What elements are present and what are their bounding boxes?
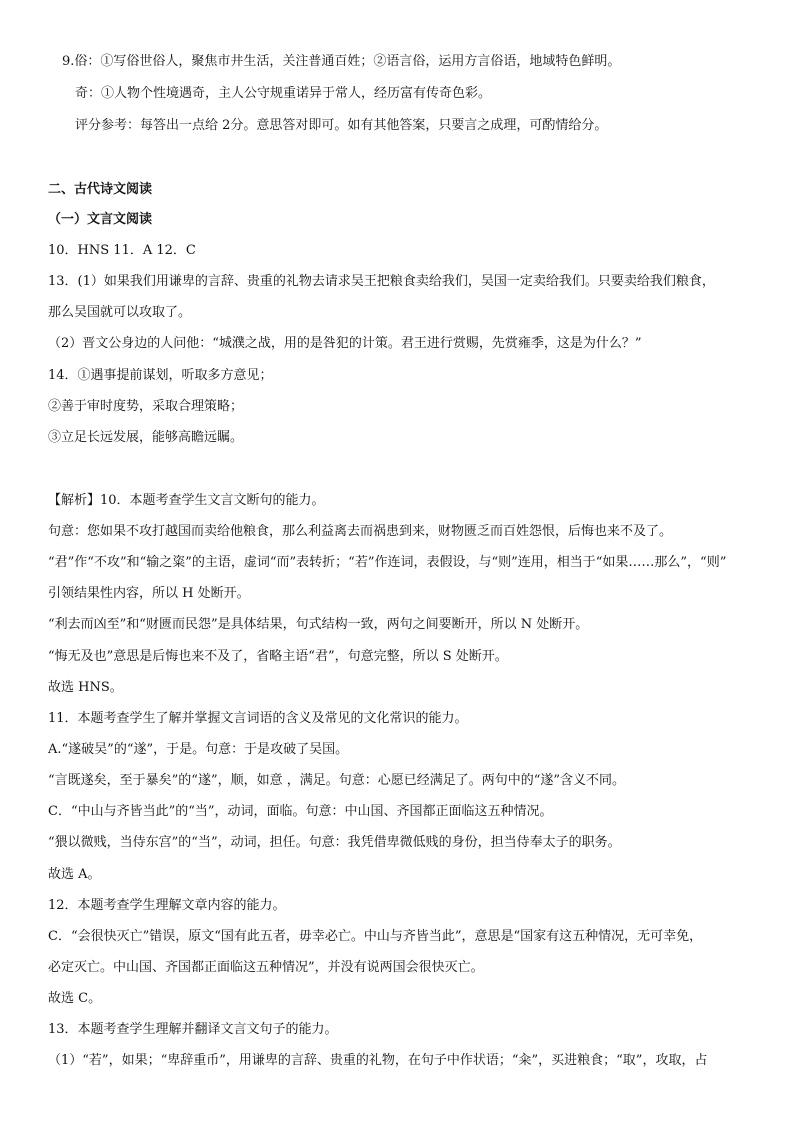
analysis-10-choice: 故选 HNS。 <box>48 680 123 695</box>
analysis-13-heading: 13．本题考查学生理解并翻译文言文句子的能力。 <box>48 1022 338 1037</box>
analysis-11-heading: 11．本题考查学生了解并掌握文言词语的含义及常见的文化常识的能力。 <box>48 711 468 726</box>
answer-13-1: 13．(1）如果我们用谦卑的言辞、贵重的礼物去请求吴王把粮食卖给我们，吴国一定卖给我们。只要卖给我们粮食， <box>48 274 715 289</box>
analysis-10-reason-1-cont: 引领结果性内容，所以 H 处断开。 <box>48 586 250 601</box>
analysis-11-choice: 故选 A。 <box>48 867 101 882</box>
answers-10-12: 10．HNS 11．A 12．C <box>48 243 196 258</box>
analysis-11-option-a: A.“遂破吴”的“遂”，于是。句意：于是攻破了吴国。 <box>48 742 349 757</box>
analysis-12-choice: 故选 C。 <box>48 991 102 1006</box>
answer-14-point-2: ②善于审时度势，采取合理策略； <box>48 399 244 414</box>
analysis-11-option-a-cont: “言既遂矣，至于暴矣”的“遂”，顺，如意 ，满足。句意：心愿已经满足了。两句中的“遂”含义不同。 <box>48 773 626 788</box>
section-heading-ancient-poetry: 二、古代诗文阅读 <box>48 182 153 197</box>
answer-14-point-3: ③立足长远发展，能够高瞻远瞩。 <box>48 430 244 445</box>
analysis-10-meaning: 句意：您如果不攻打越国而卖给他粮食，那么利益离去而祸患到来，财物匮乏而百姓怨恨，后悔也来不及了。 <box>48 524 673 539</box>
analysis-13-1: （1）“若”，如果；“卑辞重币”，用谦卑的言辞、贵重的礼物，在句子中作状语；“籴”，买进粮食；“取”，攻取，占 <box>48 1053 708 1068</box>
analysis-12-heading: 12．本题考查学生理解文章内容的能力。 <box>48 898 286 913</box>
answer-13-1-cont: 那么吴国就可以攻取了。 <box>48 305 192 320</box>
analysis-11-option-c: C．“中山与齐皆当此”的“当”，动词，面临。句意：中山国、齐国都正面临这五种情况。 <box>48 804 553 819</box>
answer-14-point-1: 14．①遇事提前谋划，听取多方意见； <box>48 368 273 383</box>
analysis-10-heading: 【解析】10．本题考查学生文言文断句的能力。 <box>48 493 325 508</box>
analysis-10-reason-2: “利去而凶至”和“财匮而民怨”是具体结果，句式结构一致，两句之间要断开，所以 N 处断开。 <box>48 617 589 632</box>
subsection-heading-classical-chinese: （一）文言文阅读 <box>48 212 153 227</box>
analysis-12-option-c-cont: 必定灭亡。中山国、齐国都正面临这五种情况”，并没有说两国会很快灭亡。 <box>48 960 484 975</box>
analysis-10-reason-1: “君”作“不攻”和“输之粢”的主语，虚词“而”表转折；“若”作连词，表假设，与“则”连用，相当于“如果……那么”，“则” <box>48 555 727 570</box>
answer-13-2: （2）晋文公身边的人问他：“城濮之战，用的是咎犯的计策。君王进行赏赐，先赏雍季，这是为什么？” <box>48 336 642 351</box>
analysis-11-option-c-cont: “猥以微贱，当侍东宫”的“当”，动词，担任。句意：我凭借卑微低贱的身份，担当侍奉太子的职务。 <box>48 835 621 850</box>
answer-9-su: 9.俗：①写俗世俗人，聚焦市井生活，关注普通百姓；②语言俗，运用方言俗语，地域特色鲜明。 <box>62 54 621 69</box>
analysis-10-reason-3: “悔无及也”意思是后悔也来不及了，省略主语“君”，句意完整，所以 S 处断开。 <box>48 649 508 664</box>
answer-9-qi: 奇：①人物个性境遇奇，主人公守规重诺异于常人，经历富有传奇色彩。 <box>75 86 492 101</box>
analysis-12-option-c: C．“会很快灭亡”错误，原文“国有此五者，毋幸必亡。中山与齐皆当此”，意思是“国家有这五种情况，无可幸免， <box>48 929 703 944</box>
scoring-note: 评分参考：每答出一点给 2分。意思答对即可。如有其他答案，只要言之成理，可酌情给分。 <box>75 118 608 133</box>
